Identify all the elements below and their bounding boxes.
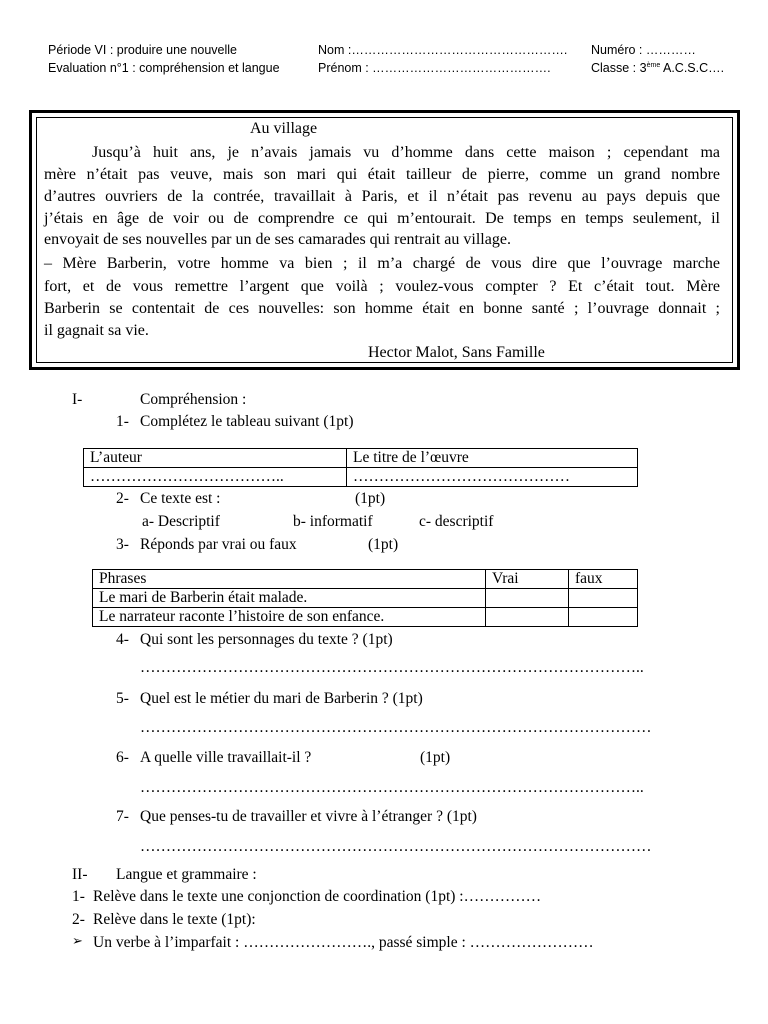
- q3-number: 3-: [116, 536, 129, 553]
- prenom-field: Prénom : …………………………………….: [318, 61, 551, 75]
- classe-superscript: ème: [646, 61, 661, 69]
- s2-q2-number: 2-: [72, 911, 85, 928]
- q6-points: (1pt): [420, 749, 451, 766]
- q4-answer-line[interactable]: ……………………………………………………………………………………..: [140, 659, 644, 676]
- q3-text: Réponds par vrai ou faux: [140, 536, 297, 553]
- passage-line-7: fort, et de vous remettre l’argent que voilà ; voulez-vous compter ? Et c’était tout. Mère: [44, 278, 720, 295]
- passage-line-6: – Mère Barberin, votre homme va bien ; il m’a chargé de vous dire que l’ouvrage marche: [44, 255, 720, 272]
- q7-text: Que penses-tu de travailler et vivre à l’étranger ? (1pt): [140, 808, 477, 825]
- table1-answer-author[interactable]: ………………………………..: [84, 468, 347, 487]
- table2-row-1-faux[interactable]: [569, 589, 638, 608]
- classe-field: [591, 61, 724, 75]
- passage-title: Au village: [250, 120, 318, 137]
- passage-line-5: envoyait de ses nouvelles par un de ses camarades qui rentrait au village.: [44, 231, 511, 248]
- passage-line-3: d’autres ouvriers de la contrée, travaillait à Paris, et il n’était pas revenu au pays depuis que: [44, 188, 720, 205]
- author-title-table: [83, 448, 638, 487]
- period-label: Période VI : produire une nouvelle: [48, 43, 238, 57]
- q4-text: Qui sont les personnages du texte ? (1pt): [140, 631, 393, 648]
- table1-header-author: L’auteur: [84, 449, 347, 468]
- section2-numeral: II-: [72, 866, 88, 883]
- q1-text: Complétez le tableau suivant (1pt): [140, 413, 354, 430]
- q5-text: Quel est le métier du mari de Barberin ? (1pt): [140, 690, 423, 707]
- table2-header-phrases: Phrases: [93, 570, 486, 589]
- q2-number: 2-: [116, 490, 129, 507]
- q4-number: 4-: [116, 631, 129, 648]
- q2-option-a[interactable]: a- Descriptif: [142, 513, 220, 530]
- q5-number: 5-: [116, 690, 129, 707]
- classe-suffix: A.C.S.C….: [660, 61, 725, 75]
- passage-line-4: j’étais en âge de voir ou de comprendre ce qui m’entourait. De temps en temps seulement, il: [44, 210, 720, 227]
- q6-number: 6-: [116, 749, 129, 766]
- s2-q1-text: Relève dans le texte une conjonction de coordination (1pt) :……………: [93, 888, 542, 905]
- table2-header-vrai: Vrai: [486, 570, 569, 589]
- s2-q1-number: 1-: [72, 888, 85, 905]
- nom-field: Nom :…………………………………………….: [318, 43, 568, 57]
- table1-header-title: Le titre de l’œuvre: [347, 449, 638, 468]
- true-false-table: [92, 569, 638, 627]
- q2-points: (1pt): [355, 490, 386, 507]
- q1-number: 1-: [116, 413, 129, 430]
- section1-numeral: I-: [72, 391, 83, 408]
- s2-bullet-text: Un verbe à l’imparfait : ……………………., passé simple : ……………………: [93, 934, 594, 951]
- table2-row-2-faux[interactable]: [569, 608, 638, 627]
- table2-row-1-phrase: Le mari de Barberin était malade.: [93, 589, 486, 608]
- section2-title: Langue et grammaire :: [116, 866, 257, 883]
- q2-option-c[interactable]: c- descriptif: [419, 513, 494, 530]
- arrow-bullet-icon: ➢: [72, 934, 83, 949]
- q7-answer-line[interactable]: ………………………………………………………………………………………: [140, 838, 652, 855]
- passage-line-1: Jusqu’à huit ans, je n’avais jamais vu d’homme dans cette maison ; cependant ma: [92, 144, 720, 161]
- s2-q2-text: Relève dans le texte (1pt):: [93, 911, 256, 928]
- q3-points: (1pt): [368, 536, 399, 553]
- q7-number: 7-: [116, 808, 129, 825]
- q6-answer-line[interactable]: ……………………………………………………………………………………..: [140, 779, 644, 796]
- q5-answer-line[interactable]: ………………………………………………………………………………………: [140, 719, 652, 736]
- passage-line-2: mère n’était pas veuve, mais son mari qui était tailleur de pierre, comme un grand nombre: [44, 166, 720, 183]
- table2-header-faux: faux: [569, 570, 638, 589]
- section1-title: Compréhension :: [140, 391, 247, 408]
- passage-line-9: il gagnait sa vie.: [44, 322, 149, 339]
- table1-answer-title[interactable]: ……………………………………: [347, 468, 638, 487]
- table2-row-2-vrai[interactable]: [486, 608, 569, 627]
- q2-text: Ce texte est :: [140, 490, 221, 507]
- numero-field: Numéro : …………: [591, 43, 696, 57]
- table2-row-1-vrai[interactable]: [486, 589, 569, 608]
- table2-row-2-phrase: Le narrateur raconte l’histoire de son enfance.: [93, 608, 486, 627]
- q2-option-b[interactable]: b- informatif: [293, 513, 373, 530]
- passage-line-8: Barberin se contentait de ces nouvelles: son homme était en bonne santé ; l’ouvrage donnait ;: [44, 300, 720, 317]
- evaluation-label: Evaluation n°1 : compréhension et langue: [48, 61, 280, 75]
- classe-prefix: Classe : 3: [591, 61, 647, 75]
- passage-author: Hector Malot, Sans Famille: [368, 344, 545, 361]
- q6-text: A quelle ville travaillait-il ?: [140, 749, 312, 766]
